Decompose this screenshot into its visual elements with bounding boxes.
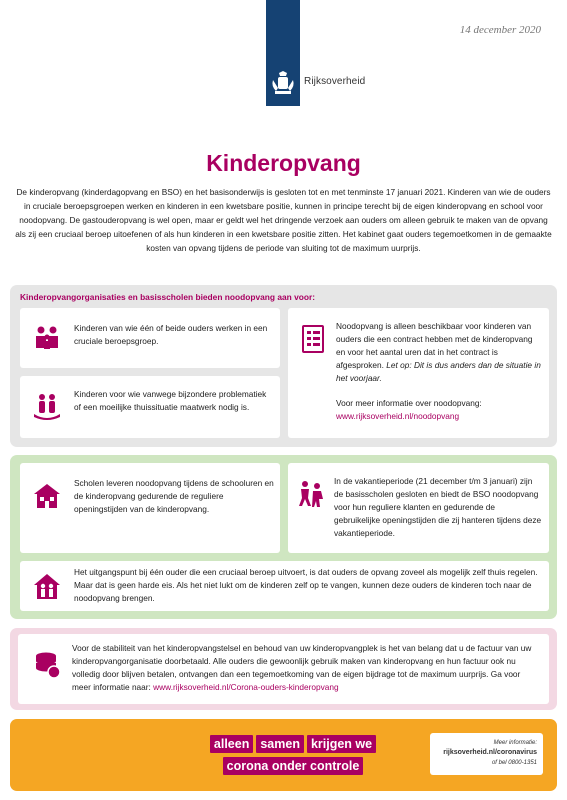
school-icon	[32, 481, 62, 511]
info-label: Meer informatie:	[493, 740, 537, 746]
family-holding-hand-icon	[32, 392, 62, 422]
slogan-word: krijgen we	[307, 735, 376, 753]
card-maatwerk	[20, 376, 280, 438]
intro-text: De kinderopvang (kinderdagopvang en BSO) en het basisonderwijs is gesloten tot en met tenminste 17 januari 2021. Kinderen van wie de ouders in cruciale beroepsgroepen werken en kinderen in een kwetsbare positie, kunnen in principe terecht bij de eigen kinderopvang en school voor noodopvang. De gastouderopvang is wel open, maar er geldt wel het dringende verzoek aan ouders om alleen gebruik te maken van de opvang als zij een cruciaal beroep uitoefenen of als hun kinderen in een kwetsbare positie zitten. Het kabinet gaat ouders tegemoetkomen in de gemaakte kosten van opvang tijdens de periode van sluiting tot de maximum uurprijs.	[15, 187, 552, 253]
card-factuur-body	[72, 642, 538, 694]
slogan-word: alleen	[210, 735, 253, 753]
card-factuur-text: Voor de stabiliteit van het kinderopvangstelsel en behoud van uw kinderopvangplek is het van belang dat u de factuur van uw kinderopvangorganisatie doorbetaald. Alle ouders die gewoonlijk gebruik maken van kinderopvang en hun factuur ook nu volledig door blijven betalen, ontvangen dan een tegemoetkoming van de eigen bijdrage tot de maximum uurprijs. Ga voor meer informatie naar:	[72, 643, 532, 692]
card-maatwerk-text: Kinderen voor wie vanwege bijzondere problematiek of een moeilijke thuissituatie maatwerk nodig is.	[74, 389, 267, 412]
logo-text: Rijksoverheid	[304, 76, 366, 87]
factuur-panel	[10, 628, 557, 710]
house-family-icon	[32, 571, 62, 601]
info-url[interactable]: rijksoverheid.nl/coronavirus	[443, 749, 537, 756]
slogan-word: samen	[256, 735, 304, 753]
footer-panel	[10, 719, 557, 791]
coat-of-arms-icon	[270, 70, 296, 98]
slogan-word: corona onder controle	[223, 757, 364, 775]
slogan-row-1	[210, 735, 376, 753]
coins-icon	[32, 650, 62, 680]
children-playing-icon	[296, 479, 326, 509]
card-scholen-text: Scholen leveren noodopvang tijdens de schooluren en de kinderopvang gedurende de reguliere openingstijden van de kinderopvang.	[74, 478, 274, 514]
campaign-slogan	[204, 735, 382, 775]
card-uitgangspunt	[20, 561, 549, 611]
info-phone: of bel 0800-1351	[491, 760, 537, 766]
slogan-row-2	[223, 757, 364, 775]
factuur-link[interactable]: www.rijksoverheid.nl/Corona-ouders-kinderopvang	[153, 682, 339, 692]
page-title: Kinderopvang	[206, 150, 361, 176]
card-vakantie	[288, 463, 549, 553]
card-contract-text: Noodopvang is alleen beschikbaar voor kinderen van ouders die een contract hebben met de kinderopvang en voor het aantal uren dat in het contract is afgesproken.	[336, 321, 533, 370]
card-factuur	[18, 634, 549, 704]
date: 14 december 2020	[459, 24, 541, 36]
card-cruciale-text: Kinderen van wie één of beide ouders werken in een cruciale beroepsgroep.	[74, 323, 268, 346]
logo	[266, 0, 300, 106]
card-uitgangspunt-text: Het uitgangspunt bij één ouder die een cruciaal beroep uitvoert, is dat ouders de opvang zoveel als mogelijk zelf thuis regelen. Maar dat is geen harde eis. Als het niet lukt om de kinderen zelf op te vangen, kunnen deze ouders de kinderen toch naar de noodopvang brengen.	[74, 567, 538, 603]
noodopvang-link[interactable]: www.rijksoverheid.nl/noodopvang	[336, 411, 460, 421]
card-contract	[288, 308, 549, 438]
noodopvang-heading: Kinderopvangorganisaties en basisscholen bieden noodopvang aan voor:	[20, 292, 316, 302]
family-icon	[32, 323, 62, 353]
scholen-panel	[10, 455, 557, 619]
info-box	[430, 733, 543, 775]
card-contract-more: Voor meer informatie over noodopvang:	[336, 398, 482, 408]
card-scholen	[20, 463, 280, 553]
card-cruciale-beroepsgroep	[20, 308, 280, 368]
document-icon	[298, 324, 328, 354]
card-contract-body	[336, 320, 542, 423]
card-contract-note: Let op: Dit is dus anders dan de situatie in het voorjaar.	[336, 360, 541, 383]
card-vakantie-text: In de vakantieperiode (21 december t/m 3 januari) zijn de basisscholen gesloten en biedt de BSO noodopvang voor hun reguliere klanten en gedurende de gebruikelijke openingstijden die zij hanteren tijdens deze vakantieperiode.	[334, 476, 542, 538]
noodopvang-panel	[10, 285, 557, 447]
